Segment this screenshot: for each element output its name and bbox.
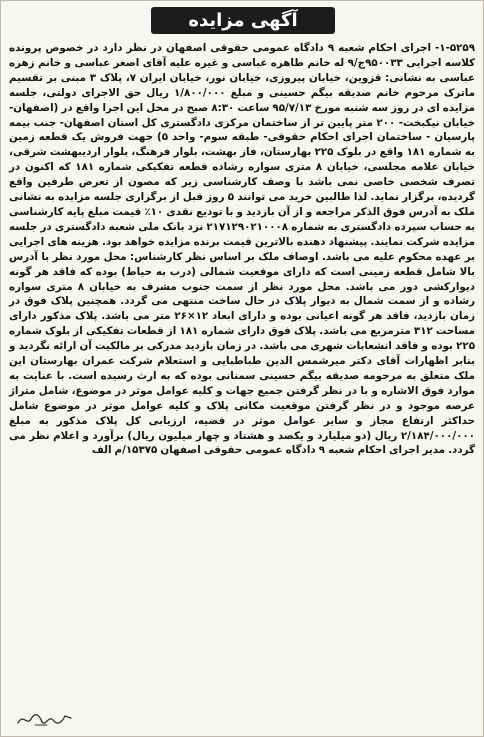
notice-title-banner [151,7,335,34]
handwritten-signature [15,708,75,730]
notice-title: آگهی مزایده [188,9,298,31]
notice-body-text: ۱-۵۲۵۹- اجرای احکام شعبه ۹ دادگاه عمومی حقوقی اصفهان در نظر دارد در خصوص پرونده کلاسه اجرایی ۹۵۰۰۳۳ج/۹ له خانم طاهره عباسی و غیره علیه آقای اصغر عباسی و خانم زهره عباسی به نشانی: قزوین، خیابان پیروزی، خیابان نور، خیابان ایران ۷، پلاک ۳ مبنی بر تقسیم ماترک مرحوم خانم صدیقه بیگم حسینی و مبلغ ۱/۸۰۰/۰۰۰ ریال حق الاجرای دولتی، جلسه مزایده ای در روز سه شنبه مورخ ۹۵/۷/۱۳ ساعت ۸:۳۰ صبح در محل این اجرا واقع در (اصفهان- خیابان نیکبخت- ۲۰۰ متر پایین تر از ساختمان مرکزی دادگستری کل استان اصفهان- جنب بیمه پارسیان - ساختمان اجرای احکام حقوقی- طبقه سوم- واحد ۵) جهت فروش یک قطعه زمین به شماره ۱۸۱ واقع در بلوک ۲۲۵ بهارستان، فاز بهشت، بلوار فرهنگ، بلوار اردیبهشت شرقی، خیابان علامه مجلسی، خیابان ۸ متری سواره رشاده قطعه تفکیکی شماره ۱۸۱ که اکنون در تصرف شخصی خاصی نمی باشد با وصف کارشناسی زیر که مصون از تعرض طرفین واقع گردیده، برگزار نماید. لذا طالبین خرید می توانند ۵ روز قبل از برگزاری جلسه مزایده به نشانی ملک به آدرس فوق الذکر مراجعه و از آن بازدید و با تودیع نقدی ۱۰٪ قیمت مبلغ پایه کارشناسی به حساب سپرده دادگستری به شماره ۲۱۷۱۲۹۰۲۱۰۰۰۸ نزد بانک ملی شعبه دادگستری در جلسه مزایده شرکت نمایند. پیشنهاد دهنده بالاترین قیمت برنده مزایده خواهد بود. هزینه های اجرایی بر عهده محکوم علیه می باشد. اوصاف ملک بر اساس نظر کارشناس: محل مورد نظر با آدرس بالا شامل قطعه زمینی است که دارای موقعیت شمالی (درب به حیاط) بوده که فاقد هر گونه دیوارکشی دور می باشد. محل مورد نظر از سمت جنوب مشرف به خیابان ۸ متری سواره رشاده و از سمت شمال به دیوار پلاک در حال ساخت منتهی می گردد. همچنین پلاک فوق در زمان بازدید، فاقد هر گونه اعیانی بوده و دارای ابعاد ۱۲×۲۶ متر می باشد. پلاک مذکور دارای مساحت ۳۱۲ مترمربع می باشد. پلاک فوق دارای شماره ۱۸۱ از قطعات تفکیکی از بلوک شماره ۲۲۵ بوده و فاقد انشعابات شهری می باشد. در زمان بازدید مدرکی بر مالکیت آن ارائه نگردید و بنابر اظهارات آقای دکتر میرشمس الدین طباطبایی و استعلام شرکت عمران بهارستان این ملک متعلق به مرحومه صدیقه بیگم حسینی سمنانی بوده که به ارث رسیده است. با عنایت به موارد فوق الاشاره و با در نظر گرفتن جمیع جهات و کلیه عوامل موثر در موضوع، شامل متراژ عرصه موجود و در نظر گرفتن موقعیت مکانی پلاک و کلیه عوامل موثر در موضوع شامل حداکثر ارتفاع مجاز و سایر عوامل موثر در قضیه، ارزیابی کل پلاک مذکور به مبلغ ۲/۱۸۴/۰۰۰/۰۰۰ ریال (دو میلیارد و یکصد و هشتاد و چهار میلیون ریال) برآورد و اعلام نظر می گردد. مدیر اجرای احکام شعبه ۹ دادگاه عمومی حقوقی اصفهان ۱۵۳۷۵/م الف [9,42,476,457]
